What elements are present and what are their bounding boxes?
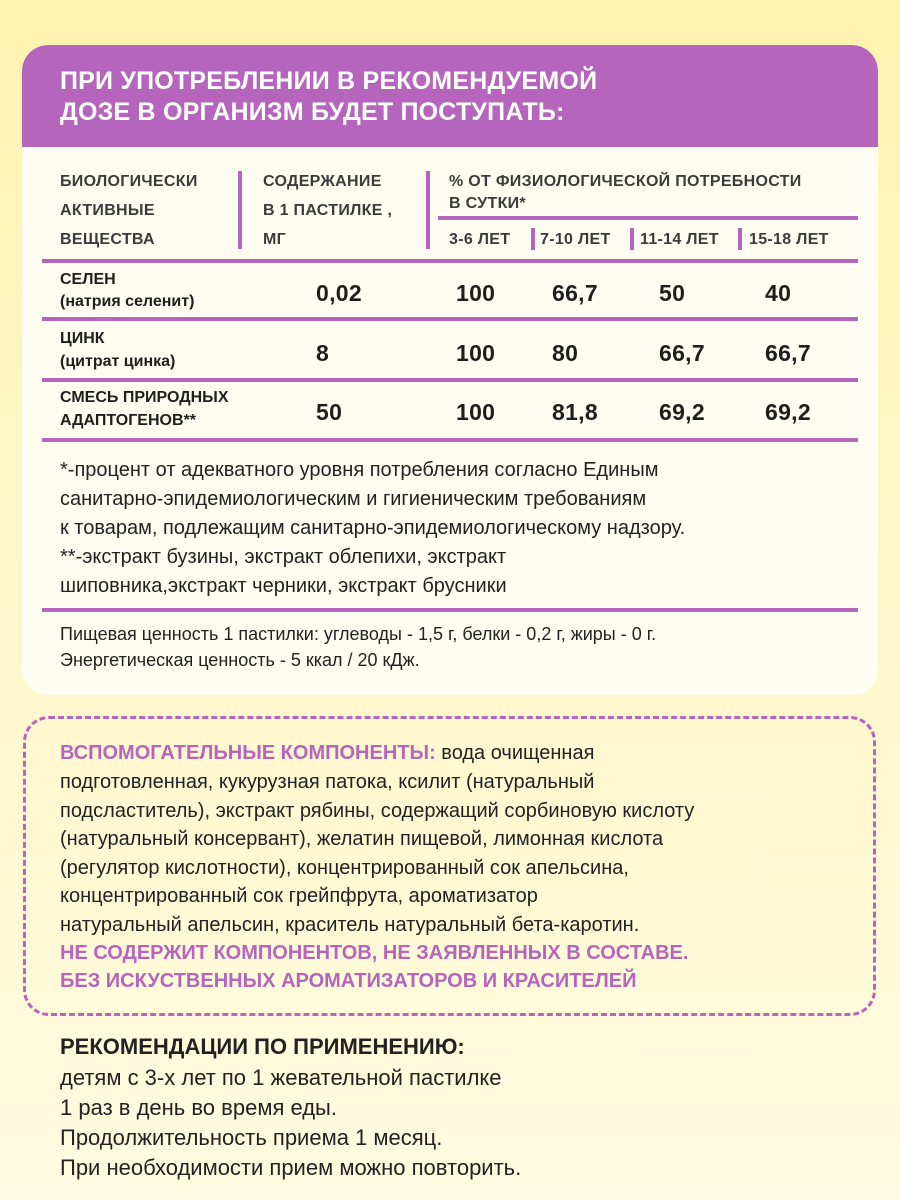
- age-divider: [738, 228, 742, 250]
- col3-header-1: % ОТ ФИЗИОЛОГИЧЕСКОЙ ПОТРЕБНОСТИ: [449, 173, 802, 190]
- col1-header-2: АКТИВНЫЕ: [60, 202, 155, 219]
- recommendation-line: При необходимости прием можно повторить.: [60, 1155, 522, 1180]
- age-header-15-18: 15-18 ЛЕТ: [749, 231, 829, 248]
- row-amount: 50: [316, 399, 343, 425]
- row-sub: (цитрат цинка): [60, 353, 176, 370]
- row-divider: [42, 317, 858, 321]
- row-amount: 0,02: [316, 280, 362, 306]
- col1-header-1: БИОЛОГИЧЕСКИ: [60, 173, 198, 190]
- row-value-15-18: 66,7: [765, 340, 811, 366]
- row-value-11-14: 50: [659, 280, 686, 306]
- row-value-15-18: 40: [765, 280, 792, 306]
- components-line: подготовленная, кукурузная патока, ксилит (натуральный: [60, 771, 595, 793]
- row-name: СЕЛЕН: [60, 271, 116, 288]
- header-line-2: ДОЗЕ В ОРГАНИЗМ БУДЕТ ПОСТУПАТЬ:: [60, 98, 565, 126]
- age-header-7-10: 7-10 ЛЕТ: [540, 231, 611, 248]
- card-header: [22, 45, 878, 147]
- nutrition-line: Пищевая ценность 1 пастилки: углеводы - 1,5 г, белки - 0,2 г, жиры - 0 г.: [60, 624, 657, 644]
- row-value-11-14: 66,7: [659, 340, 705, 366]
- age-divider: [630, 228, 634, 250]
- age-divider-line: [438, 216, 858, 220]
- col3-header-2: В СУТКИ*: [449, 195, 526, 212]
- row-sub: АДАПТОГЕНОВ**: [60, 412, 196, 429]
- age-divider: [531, 228, 535, 250]
- header-line-1: ПРИ УПОТРЕБЛЕНИИ В РЕКОМЕНДУЕМОЙ: [60, 67, 598, 95]
- row-value-3-6: 100: [456, 340, 496, 366]
- row-value-15-18: 69,2: [765, 399, 811, 425]
- footnote-line: к товарам, подлежащим санитарно-эпидемиологическому надзору.: [60, 517, 686, 539]
- recommendation-line: детям с 3-х лет по 1 жевательной пастилке: [60, 1065, 502, 1090]
- no-undeclared-notice: НЕ СОДЕРЖИТ КОМПОНЕНТОВ, НЕ ЗАЯВЛЕННЫХ В СОСТАВЕ.: [60, 942, 689, 964]
- row-value-3-6: 100: [456, 280, 496, 306]
- nutrition-line: Энергетическая ценность - 5 ккал / 20 кДж.: [60, 650, 420, 670]
- recommendations-title: РЕКОМЕНДАЦИИ ПО ПРИМЕНЕНИЮ:: [60, 1034, 465, 1059]
- row-value-7-10: 80: [552, 340, 579, 366]
- components-first-text: вода очищенная: [435, 742, 595, 764]
- components-line: натуральный апельсин, краситель натуральный бета-каротин.: [60, 914, 640, 936]
- table-bottom-divider: [42, 438, 858, 442]
- row-value-3-6: 100: [456, 399, 496, 425]
- row-sub: (натрия селенит): [60, 293, 195, 310]
- row-value-7-10: 81,8: [552, 399, 598, 425]
- no-artificial-notice: БЕЗ ИСКУСТВЕННЫХ АРОМАТИЗАТОРОВ И КРАСИТЕЛЕЙ: [60, 970, 637, 992]
- row-name: ЦИНК: [60, 330, 105, 347]
- row-amount: 8: [316, 340, 330, 366]
- row-value-11-14: 69,2: [659, 399, 705, 425]
- age-header-11-14: 11-14 ЛЕТ: [640, 231, 719, 248]
- footnote-divider: [42, 608, 858, 612]
- header-divider: [238, 171, 242, 249]
- row-divider: [42, 378, 858, 382]
- components-label: ВСПОМОГАТЕЛЬНЫЕ КОМПОНЕНТЫ:: [60, 742, 436, 764]
- col2-header-2: В 1 ПАСТИЛКЕ ,: [263, 202, 393, 219]
- components-line: концентрированный сок грейпфрута, ароматизатор: [60, 885, 538, 907]
- composition-card: [22, 45, 878, 695]
- footnote-line: шиповника,экстракт черники, экстракт брусники: [60, 575, 507, 597]
- col2-header-3: МГ: [263, 231, 286, 248]
- footnote-line: *-процент от адекватного уровня потребления согласно Единым: [60, 459, 659, 481]
- recommendation-line: 1 раз в день во время еды.: [60, 1095, 337, 1120]
- col1-header-3: ВЕЩЕСТВА: [60, 231, 155, 248]
- components-line: подсластитель), экстракт рябины, содержащий сорбиновую кислоту: [60, 800, 695, 822]
- recommendation-line: Продолжительность приема 1 месяц.: [60, 1125, 443, 1150]
- col2-header-1: СОДЕРЖАНИЕ: [263, 173, 382, 190]
- table-divider: [42, 259, 858, 263]
- components-line: (натуральный консервант), желатин пищевой, лимонная кислота: [60, 828, 664, 850]
- footnote-line: **-экстракт бузины, экстракт облепихи, экстракт: [60, 546, 507, 568]
- components-first-line: [60, 742, 594, 765]
- header-divider: [426, 171, 430, 249]
- components-line: (регулятор кислотности), концентрированный сок апельсина,: [60, 857, 629, 879]
- row-name: СМЕСЬ ПРИРОДНЫХ: [60, 389, 229, 406]
- footnote-line: санитарно-эпидемиологическим и гигиеническим требованиям: [60, 488, 647, 510]
- age-header-3-6: 3-6 ЛЕТ: [449, 231, 511, 248]
- row-value-7-10: 66,7: [552, 280, 598, 306]
